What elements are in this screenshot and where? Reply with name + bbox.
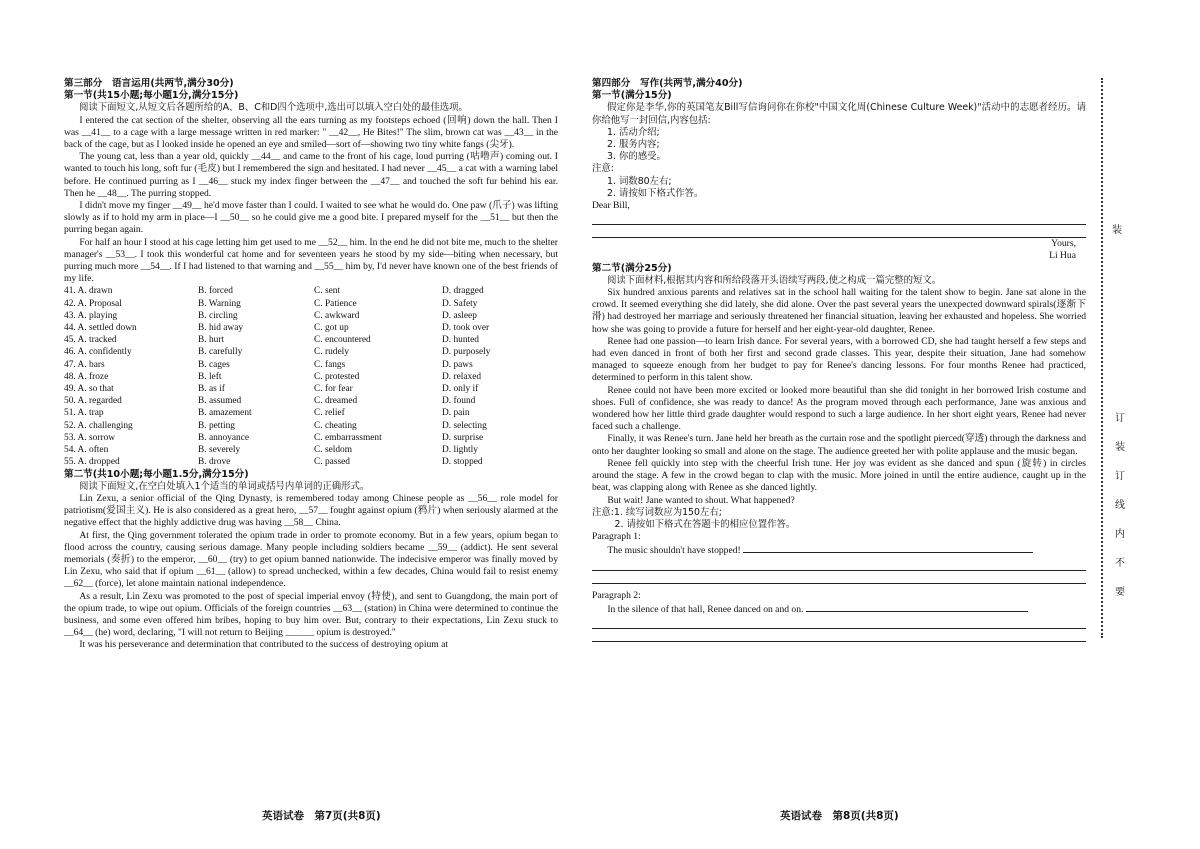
option-cell: B. assumed bbox=[198, 396, 242, 407]
paragraph2-start bbox=[592, 602, 1086, 616]
option-cell: 55. A. dropped bbox=[64, 457, 120, 468]
option-cell: 49. A. so that bbox=[64, 384, 114, 395]
option-cell: B. circling bbox=[198, 310, 238, 321]
continuation-passage bbox=[592, 287, 1086, 507]
passage-paragraph: Renee fell quickly into step with the cheerful Irish tune. Her joy was evident as she danced and spun (旋转) in circles around the stage. A few in the crowd began to clap with the music. More joined in until the entire audience, caught up in the beat, was clapping along with Renee as she danced lightly. bbox=[592, 457, 1086, 494]
option-cell: C. rudely bbox=[314, 347, 349, 358]
letter-greeting: Dear Bill, bbox=[592, 200, 630, 212]
option-cell: B. as if bbox=[198, 384, 225, 395]
option-cell: B. annoyance bbox=[198, 432, 250, 443]
binding-dotted-line bbox=[1101, 78, 1103, 638]
option-cell: D. found bbox=[442, 396, 476, 407]
option-cell: C. fangs bbox=[314, 359, 346, 370]
letter-closing: Yours, bbox=[1051, 238, 1076, 250]
letter-signature: Li Hua bbox=[1049, 250, 1076, 262]
note-item: 2. 请按如下格式作答。 bbox=[607, 187, 704, 199]
option-cell: C. seldom bbox=[314, 445, 353, 456]
option-cell: C. got up bbox=[314, 323, 349, 334]
paragraph1-start bbox=[592, 543, 1086, 557]
option-cell: D. lightly bbox=[442, 445, 478, 456]
paragraph2-start-text: In the silence of that hall, Renee danced on and on. bbox=[607, 603, 804, 615]
option-cell: C. protested bbox=[314, 371, 360, 382]
option-cell: 42. A. Proposal bbox=[64, 298, 122, 309]
option-cell: D. relaxed bbox=[442, 371, 482, 382]
passage-paragraph: The young cat, less than a year old, quickly __44__ and came to the front of his cage, loud purring (咕噜声) coming out. I wanted to touch his long, soft fur (毛皮) but I remembered the sign and hesitated. I had never __45__ a cat with a warning label before. He continued purring as I __46__ stuck my index finger between the __47__ and touched the soft fur behind his ear. Then he __48__. The purring stopped. bbox=[64, 151, 558, 199]
answer-line bbox=[592, 572, 1086, 584]
writing-section2-instructions: 阅读下面材料,根据其内容和所给段落开头语续写两段,使之构成一篇完整的短文。 bbox=[607, 274, 942, 286]
option-cell: 51. A. trap bbox=[64, 408, 104, 419]
option-cell: C. Patience bbox=[314, 298, 357, 309]
part4-title: 第四部分 写作(共两节,满分40分) bbox=[592, 78, 743, 89]
answer-line bbox=[592, 226, 1086, 238]
option-cell: B. carefully bbox=[198, 347, 243, 358]
right-page bbox=[592, 78, 1086, 642]
option-cell: C. dreamed bbox=[314, 396, 358, 407]
option-cell: 53. A. sorrow bbox=[64, 432, 116, 443]
option-cell: C. awkward bbox=[314, 310, 360, 321]
section2-title: 第二节(共10小题;每小题1.5分,满分15分) bbox=[64, 468, 249, 480]
note-item: 1. 词数80左右; bbox=[607, 175, 672, 187]
cloze-passage bbox=[64, 115, 558, 286]
left-page bbox=[64, 78, 558, 652]
option-cell: B. severely bbox=[198, 445, 241, 456]
option-cell: 48. A. froze bbox=[64, 371, 109, 382]
part3-title: 第三部分 语言运用(共两节,满分30分) bbox=[64, 78, 234, 89]
note2-item: 1. 续写词数应为150左右; bbox=[613, 506, 722, 518]
option-cell: C. cheating bbox=[314, 420, 357, 431]
paragraph1-label: Paragraph 1: bbox=[592, 531, 641, 543]
writing-section1-instructions: 假定你是李华,你的英国笔友Bill写信询问你在你校"中国文化周(Chinese Culture Week)"活动中的志愿者经历。请你给他写一封回信,内容包括: bbox=[592, 102, 1086, 126]
answer-line bbox=[592, 559, 1086, 571]
option-cell: C. passed bbox=[314, 457, 350, 468]
writing-section2-title: 第二节(满分25分) bbox=[592, 262, 672, 274]
content-point: 3. 你的感受。 bbox=[607, 151, 666, 163]
passage-paragraph: Finally, it was Renee's turn. Jane held her breath as the curtain rose and the spotlight pierced(穿透) through the darkness and onto her daughter looking so small and alone on the stage. The audience greeted her with polite applause and the music began. bbox=[592, 433, 1086, 457]
option-cell: 43. A. playing bbox=[64, 310, 118, 321]
binding-label: 订装订线内不要 bbox=[1115, 413, 1125, 598]
option-cell: C. embarrassment bbox=[314, 432, 382, 443]
option-cell: D. pain bbox=[442, 408, 470, 419]
option-cell: D. stopped bbox=[442, 457, 483, 468]
option-cell: C. sent bbox=[314, 286, 341, 297]
passage-paragraph: It was his perseverance and determination that contributed to the success of destroying opium at bbox=[79, 639, 449, 651]
page-footer-left: 英语试卷 第7页(共8页) bbox=[262, 810, 381, 822]
option-cell: B. amazement bbox=[198, 408, 252, 419]
section2-instructions: 阅读下面短文,在空白处填入1个适当的单词或括号内单词的正确形式。 bbox=[79, 480, 370, 492]
option-cell: 44. A. settled down bbox=[64, 323, 137, 334]
option-cell: B. left bbox=[198, 371, 222, 382]
passage-paragraph: I didn't move my finger __49__ he'd move faster than I could. I waited to see what he would do. One paw (爪子) was lifting slowly as if to hold my arm in place—I __50__ so he could give me a good bite. I prepared myself for the __51__ but then the purring began again. bbox=[64, 200, 558, 236]
option-cell: D. selecting bbox=[442, 420, 487, 431]
answer-line bbox=[592, 630, 1086, 642]
writing-section1-title: 第一节(满分15分) bbox=[592, 90, 672, 102]
passage-paragraph: Renee had one passion—to learn Irish dance. For several years, with a borrowed CD, she had taught herself a few steps and had even danced in front of both her first and second grade classes. This year, despite their situation, Jane had somehow managed to squeeze enough from her budget to pay for Renee's dancing lessons. For four months Renee had practiced, determined to perform in this talent show. bbox=[592, 335, 1086, 384]
binding-mark: 装 bbox=[1112, 225, 1122, 236]
option-cell: D. Safety bbox=[442, 298, 478, 309]
option-cell: D. paws bbox=[442, 359, 473, 370]
passage-paragraph: Six hundred anxious parents and relatives sat in the school hall waiting for the talent show to begin. Jane sat alone in the crowd. It seemed everything she did lately, she did alone. Over the past several years the unexpected downward spirals(逐渐下滑) had destroyed her marriage and seriously threatened her financial situation, leaving her exhausted and hopeless. She worried how she was going to provide a future for herself and her eight-year-old daughter, Renee. bbox=[592, 287, 1086, 335]
option-cell: D. surprise bbox=[442, 432, 484, 443]
passage-paragraph: Renee could not have been more excited or looked more beautiful than she did tonight in her borrowed Irish costume and shoes. Full of confidence, she was ready to dance! As the program moved through each performance, Jane was anxious and wondered how her little third grade daughter would respond to such a large audience. In her short eight years, Renee had never faced such a challenge. bbox=[592, 384, 1086, 433]
option-cell: 50. A. regarded bbox=[64, 396, 122, 407]
passage-paragraph: At first, the Qing government tolerated the opium trade in order to promote economy. But in a few years, opium began to flood across the country, causing serious damage. Many people including soldiers became __59__ (addict). He sent several memorials (奏折) to the emperor, __60__ (try) to get opium banned nationwide. The indecisive emperor was finally moved by Lin Zexu, who said that if opium __61__ (allow) to spread unchecked, within a few decades, China would fail to resist enemy __62__ (force), let alone maintain national independence. bbox=[64, 529, 558, 590]
option-cell: 46. A. confidently bbox=[64, 347, 132, 358]
option-cell: B. forced bbox=[198, 286, 233, 297]
option-cell: D. asleep bbox=[442, 310, 477, 321]
option-cell: 41. A. drawn bbox=[64, 286, 113, 297]
option-cell: D. hunted bbox=[442, 335, 479, 346]
content-point: 2. 服务内容; bbox=[607, 139, 660, 151]
option-cell: C. encountered bbox=[314, 335, 371, 346]
option-cell: 52. A. challenging bbox=[64, 420, 133, 431]
notes2-label-text: 注意: bbox=[592, 506, 614, 518]
option-cell: B. hid away bbox=[198, 323, 244, 334]
grammar-passage bbox=[64, 493, 558, 652]
cloze-options bbox=[64, 285, 558, 468]
option-cell: C. for fear bbox=[314, 384, 353, 395]
option-cell: B. petting bbox=[198, 420, 235, 431]
option-cell: B. Warning bbox=[198, 298, 241, 309]
option-cell: D. took over bbox=[442, 323, 490, 334]
answer-line bbox=[743, 543, 1033, 553]
paragraph1-start-text: The music shouldn't have stopped! bbox=[607, 545, 741, 557]
note2-item: 2. 请按如下格式在答题卡的相应位置作答。 bbox=[614, 518, 796, 530]
section1-title: 第一节(共15小题;每小题1分,满分15分) bbox=[64, 90, 239, 102]
option-cell: B. hurt bbox=[198, 335, 225, 346]
content-point: 1. 活动介绍; bbox=[607, 126, 660, 138]
option-cell: 45. A. tracked bbox=[64, 335, 117, 346]
option-cell: D. purposely bbox=[442, 347, 491, 358]
passage-paragraph: For half an hour I stood at his cage letting him get used to me __52__ him. In the end he did not bite me, much to the shelter manager's __53__. I took this wonderful cat home and for seventeen years he stood by my side—biting when necessary, but purring much more __54__. If I had listened to that warning and __55__ him by, I'd never have known one of the best friends of my life. bbox=[64, 236, 558, 285]
passage-paragraph: I entered the cat section of the shelter, observing all the ears turning as my footsteps echoed (回响) down the hall. Then I was __41__ to a cage with a large message written in red marker: " __42__, He Bites!" The slim, brown cat was __43__ in the back of the cage, but as I looked inside he opened an eye and smiled—sort of—showing two tiny white fangs (尖牙). bbox=[64, 114, 558, 151]
answer-line bbox=[592, 617, 1086, 629]
notes-label: 注意: bbox=[592, 163, 614, 175]
option-cell: B. cages bbox=[198, 359, 230, 370]
option-cell: B. drove bbox=[198, 457, 231, 468]
page-footer-right: 英语试卷 第8页(共8页) bbox=[780, 810, 899, 822]
option-cell: 54. A. often bbox=[64, 445, 109, 456]
notes2-label bbox=[592, 507, 1086, 519]
option-cell: C. relief bbox=[314, 408, 345, 419]
passage-paragraph: But wait! Jane wanted to shout. What happened? bbox=[607, 494, 795, 506]
answer-line bbox=[806, 602, 1028, 612]
section1-instructions: 阅读下面短文,从短文后各题所给的A、B、C和D四个选项中,选出可以填入空白处的最佳选项。 bbox=[79, 102, 468, 114]
paragraph2-label: Paragraph 2: bbox=[592, 589, 641, 601]
answer-line bbox=[592, 213, 1086, 225]
option-cell: D. dragged bbox=[442, 286, 484, 297]
option-cell: D. only if bbox=[442, 384, 479, 395]
passage-paragraph: As a result, Lin Zexu was promoted to the post of special imperial envoy (特使), and sent to Guangdong, the main port of the opium trade, to wipe out opium. Officials of the foreign countries __63__ (station) in China were determined to continue the business, and some even offered him bribes, hoping to buy him over. But, contrary to their expectations, Lin Zexu stuck to __64__ (he) word, declaring, "I will not return to Beijing ______ opium is destroyed." bbox=[64, 590, 558, 639]
option-cell: 47. A. bars bbox=[64, 359, 105, 370]
passage-paragraph: Lin Zexu, a senior official of the Qing Dynasty, is remembered today among Chinese people as __56__ role model for patriotism(爱国主义). He is also considered as a great hero, __57__ fought against opium (鸦片) when seriously alarmed at the negative effect that the highly addictive drug was having __58__ China. bbox=[64, 492, 558, 529]
